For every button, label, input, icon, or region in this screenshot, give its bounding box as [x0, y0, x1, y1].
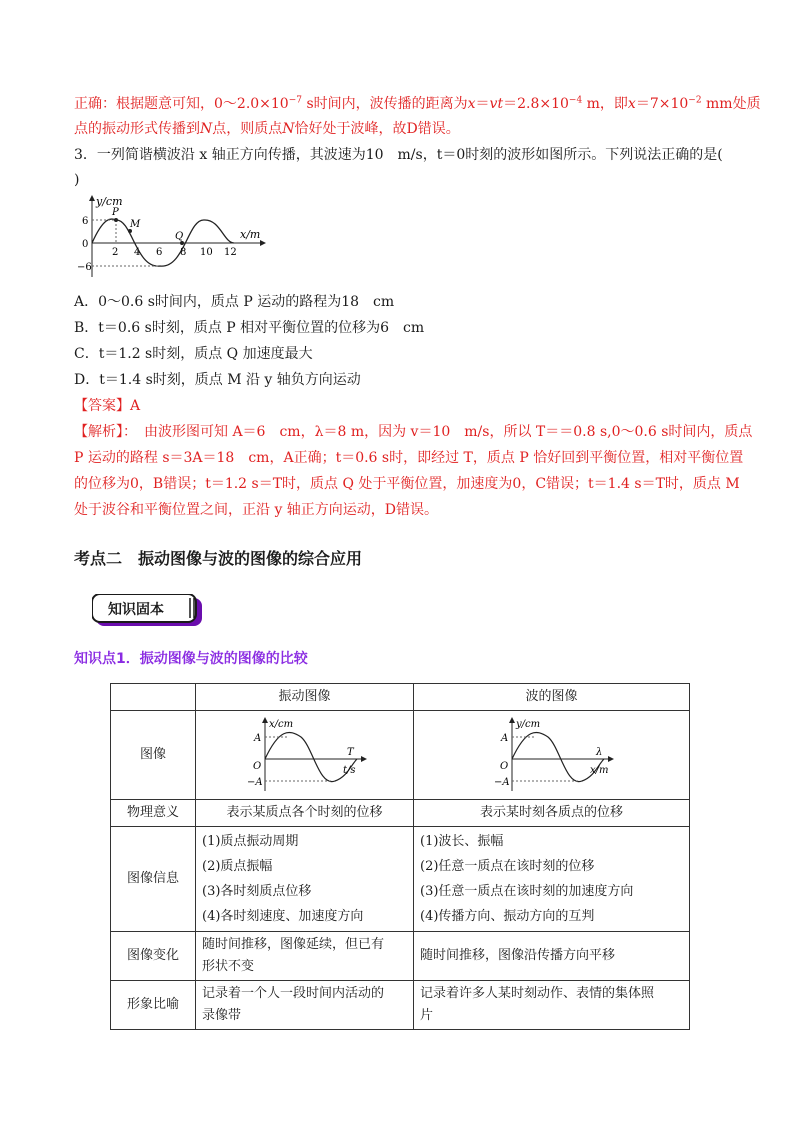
graph-x-tick: 2	[112, 247, 119, 258]
table-row	[111, 932, 690, 981]
row-label: 图像信息	[111, 827, 196, 932]
wave-graph	[74, 193, 274, 279]
svg-text:−A: −A	[493, 777, 510, 788]
table-row	[111, 684, 690, 711]
graph-x-tick: 10	[200, 247, 213, 258]
question-stem: 3．一列简谐横波沿 x 轴正方向传播，其波速为10 m/s，t＝0时刻的波形如图所示。下列说法正确的是(	[74, 147, 723, 163]
graph-y-tick: 6	[82, 216, 89, 227]
wave-image-graph	[482, 715, 622, 795]
analysis-line-3: 的位移为0，B错误；t＝1.2 s＝T时，质点 Q 处于平衡位置，加速度为0，C错误；t＝1.4 s＝T时，质点 M	[74, 476, 740, 492]
prev-answer-line-2: 点的振动形式传播到N点，则质点N恰好处于波峰，故D错误。	[74, 121, 460, 137]
prev-answer-line-1: 正确：根据题意可知，$0\sim 2.0\times 10^{-7}$ s时间内，波传播的距离为$x=vt=2.8\times 10^{-4}$ m，即$x=7\times 10^{-2}$ mm处质	[74, 95, 761, 112]
point-label-q: Q	[175, 231, 184, 242]
analysis-line-4: 处于波谷和平衡位置之间，正沿 y 轴正方向运动，D错误。	[74, 502, 439, 518]
graph-y-tick: −6	[77, 262, 92, 273]
table-cell: (1)质点振动周期 (2)质点振幅 (3)各时刻质点位移 (4)各时刻速度、加速度方向	[196, 827, 414, 932]
table-row	[111, 827, 690, 932]
svg-text:x/cm: x/cm	[268, 719, 293, 730]
row-label: 图像	[111, 711, 196, 800]
row-label: 形象比喻	[111, 981, 196, 1030]
table-header-cell	[111, 684, 196, 711]
graph-x-tick: 4	[134, 247, 141, 258]
table-cell: 随时间推移，图像沿传播方向平移	[414, 932, 690, 981]
answer-label: 【答案】A	[74, 398, 141, 414]
question-stem-end: )	[74, 172, 80, 188]
comparison-table	[110, 683, 690, 1030]
svg-text:λ: λ	[595, 747, 602, 758]
knowledge-point-title: 知识点1．振动图像与波的图像的比较	[74, 651, 308, 667]
point-label-p: P	[112, 207, 119, 218]
table-cell: 表示某质点各个时刻的位移	[196, 800, 414, 827]
svg-text:O: O	[252, 761, 261, 772]
option-a: A．0～0.6 s时间内，质点 P 运动的路程为18 cm	[74, 294, 395, 310]
point-label-m: M	[130, 219, 141, 230]
graph-y-label: y/cm	[96, 195, 123, 208]
svg-text:x/m: x/m	[589, 765, 608, 776]
section-title: 考点二 振动图像与波的图像的综合应用	[74, 549, 363, 568]
table-cell: (1)波长、振幅 (2)任意一质点在该时刻的位移 (3)任意一质点在该时刻的加速度方向 (4)传播方向、振动方向的互判	[414, 827, 690, 932]
svg-text:A: A	[500, 733, 508, 744]
svg-text:T: T	[346, 747, 354, 758]
svg-text:A: A	[253, 733, 261, 744]
table-cell: 记录着许多人某时刻动作、表情的集体照 片	[414, 981, 690, 1030]
graph-x-tick: 12	[224, 247, 237, 258]
table-cell: 表示某时刻各质点的位移	[414, 800, 690, 827]
table-row	[111, 981, 690, 1030]
option-b: B．t＝0.6 s时刻，质点 P 相对平衡位置的位移为6 cm	[74, 320, 425, 336]
svg-text:−A: −A	[246, 777, 263, 788]
table-header-cell: 振动图像	[196, 684, 414, 711]
svg-text:t/s: t/s	[342, 765, 356, 776]
table-row	[111, 800, 690, 827]
vibration-graph	[235, 715, 375, 795]
analysis-line-1: 【解析】： 由波形图可知 A＝6 cm，λ＝8 m，因为 v＝10 m/s，所以 T＝＝0.8 s,0～0.6 s时间内，质点	[74, 424, 753, 440]
table-row	[111, 711, 690, 800]
option-d: D．t＝1.4 s时刻，质点 M 沿 y 轴负方向运动	[74, 372, 361, 388]
section-banner: 知识固本	[92, 594, 204, 628]
table-cell: 记录着一个人一段时间内活动的 录像带	[196, 981, 414, 1030]
graph-x-tick: 8	[180, 247, 187, 258]
graph-y-tick: 0	[82, 239, 89, 250]
graph-x-tick: 6	[156, 247, 163, 258]
analysis-line-2: P 运动的路程 s＝3A＝18 cm，A正确；t＝0.6 s时，即经过 T，质点 P 恰好回到平衡位置，相对平衡位置	[74, 450, 744, 466]
svg-text:O: O	[499, 761, 508, 772]
row-label: 图像变化	[111, 932, 196, 981]
table-cell: 随时间推移，图像延续，但已有 形状不变	[196, 932, 414, 981]
option-c: C．t＝1.2 s时刻，质点 Q 加速度最大	[74, 346, 313, 362]
row-label: 物理意义	[111, 800, 196, 827]
svg-text:y/cm: y/cm	[515, 719, 540, 730]
wave-graph-cell	[414, 711, 690, 800]
table-header-cell: 波的图像	[414, 684, 690, 711]
vibration-graph-cell	[196, 711, 414, 800]
graph-x-label: x/m	[240, 228, 261, 241]
